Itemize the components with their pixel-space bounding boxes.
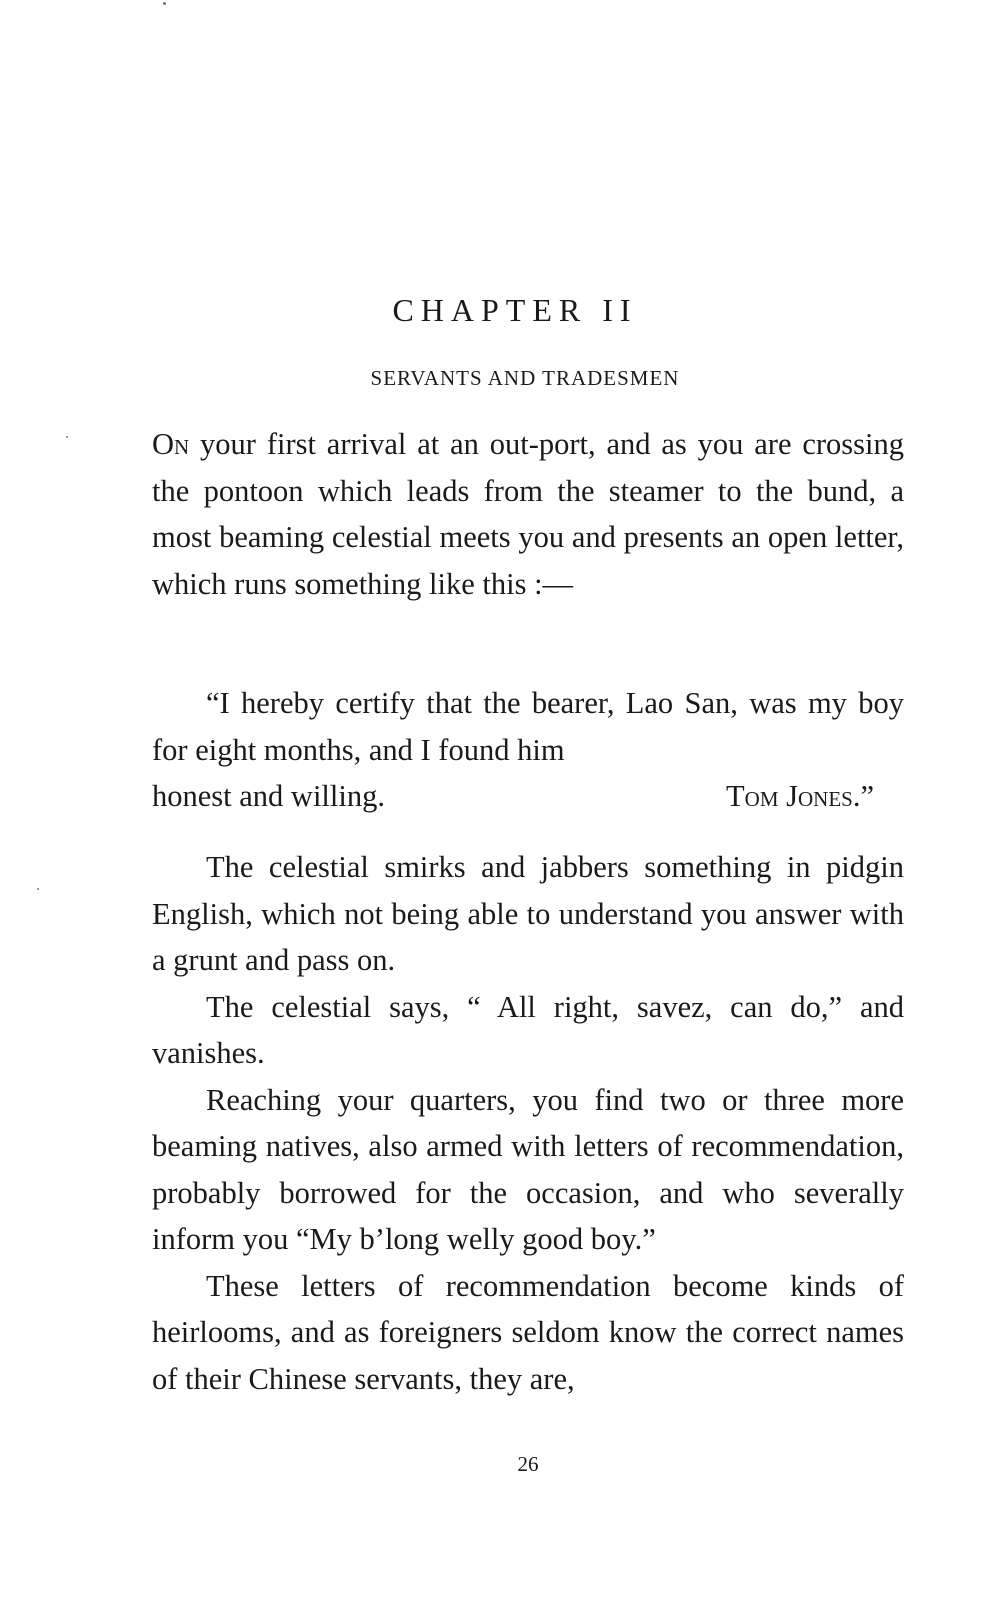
print-speck [37, 888, 39, 890]
print-speck [163, 2, 166, 5]
quoted-letter-closing [152, 773, 904, 820]
chapter-subtitle: SERVANTS AND TRADESMEN [370, 366, 680, 390]
quoted-letter-last-line: honest and willing. [152, 779, 385, 813]
paragraph-text: your first arrival at an out-port, and as you are crossing the pontoon which leads from the steamer to the bund, a most beaming celestial meets you and presents an open letter, which runs something like this :— [152, 427, 904, 601]
paragraph-opening [152, 421, 904, 607]
drop-lead-word: On [152, 427, 190, 461]
paragraph-text: These letters of recommendation become kinds of heirlooms, and as foreigners seldom know the correct names of their Chinese servants, they are, [152, 1268, 904, 1396]
chapter-heading: CHAPTER II [392, 292, 638, 328]
quoted-letter-signature: Tom Jones.” [726, 779, 874, 813]
print-speck [66, 436, 68, 438]
paragraph-text: The celestial smirks and jabbers something in pidgin English, which not being able to understand you answer with a grunt and pass on. [152, 850, 904, 977]
paragraphs-body [152, 844, 904, 1402]
paragraph-text: Reaching your quarters, you find two or three more beaming natives, also armed with letters of recommendation, probably borrowed for the occasion, and who severally inform you “My b’long welly good boy.” [152, 1082, 904, 1256]
quoted-letter [152, 680, 904, 820]
paragraph-text: The celestial says, “ All right, savez, can do,” and vanishes. [152, 989, 904, 1070]
page-number: 26 [517, 1452, 539, 1476]
quoted-letter-body: “I hereby certify that the bearer, Lao San, was my boy for eight months, and I found him [152, 686, 904, 767]
